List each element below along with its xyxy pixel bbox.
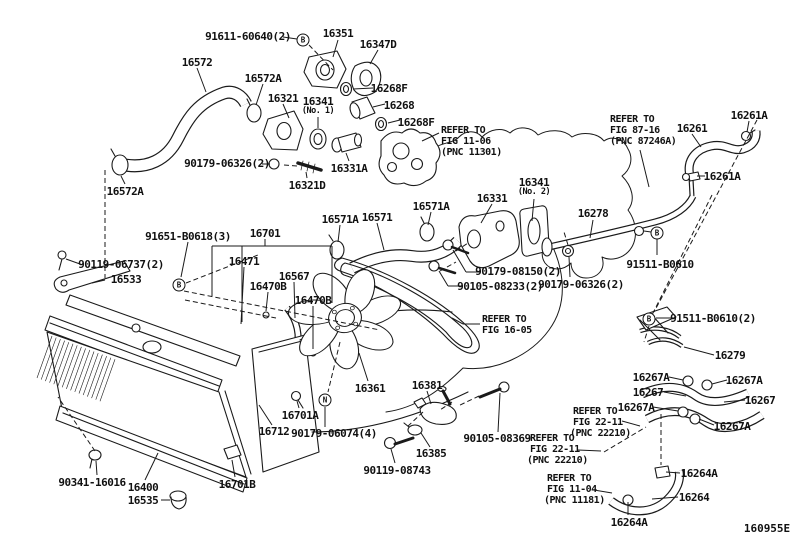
figure-reference-label[interactable]: FIG 16-05 [482,325,532,336]
part-number-label[interactable]: 90179-06074(4) [291,427,377,440]
part-number-label[interactable]: 16261 [676,122,708,135]
callout-circle-N: N [319,394,332,407]
part-number-label[interactable]: 16267A [725,374,763,387]
part-number-label[interactable]: 16268 [383,99,415,112]
figure-reference-label[interactable]: REFER TO [573,406,618,417]
part-number-label[interactable]: 16571 [361,211,393,224]
part-number-label[interactable]: 16267 [632,386,664,399]
figure-reference-label[interactable]: REFER TO [482,314,527,325]
figure-reference-label[interactable]: FIG 22-11 [530,444,580,455]
part-number-label[interactable]: 16267A [617,401,655,414]
part-number-label[interactable]: 16279 [714,349,746,362]
part-number-label[interactable]: 16267A [713,420,751,433]
part-number-label[interactable]: 16278 [577,207,609,220]
part-number-label[interactable]: 16572A [106,185,144,198]
callout-circle-B: B [173,279,186,292]
part-number-label[interactable]: 16341 [302,95,334,108]
part-number-label[interactable]: 16701A [281,409,319,422]
part-number-label: (No. 2) [517,187,551,197]
part-number-label[interactable]: 16268F [370,82,408,95]
part-number-label[interactable]: 90179-08150(2) [475,265,561,278]
part-number-label[interactable]: 91611-60640(2) [205,30,291,43]
part-number-label[interactable]: 16470B [249,280,287,293]
sheet-code: 160955E [743,522,791,535]
part-number-label[interactable]: 16267 [744,394,776,407]
part-number-label[interactable]: 16571A [321,213,359,226]
part-number-label[interactable]: 90119-06737(2) [78,258,164,271]
part-number-label[interactable]: 16701B [218,478,256,491]
part-number-label[interactable]: 16571A [412,200,450,213]
part-number-label[interactable]: 91651-B0618(3) [145,230,231,243]
callout-circle-B: B [651,227,664,240]
part-number-label[interactable]: 16331A [330,162,368,175]
figure-reference-label[interactable]: (PNC 22210) [527,455,588,466]
figure-reference-label[interactable]: REFER TO [610,114,655,125]
part-number-label[interactable]: 16400 [127,481,159,494]
part-number-label[interactable]: 90179-06326(2) [184,157,270,170]
part-number-label[interactable]: 16321 [267,92,299,105]
part-number-label[interactable]: 16331 [476,192,508,205]
part-number-label[interactable]: 16381 [411,379,443,392]
callout-circle-B: B [643,313,656,326]
figure-reference-label[interactable]: (PNC 87246A) [610,136,677,147]
part-number-label[interactable]: 16351 [322,27,354,40]
figure-reference-label[interactable]: (PNC 11301) [441,147,502,158]
part-number-label[interactable]: 16264A [610,516,648,529]
figure-reference-label[interactable]: FIG 22-11 [573,417,623,428]
part-number-label: (No. 1) [301,106,335,116]
part-number-label[interactable]: 16712 [258,425,290,438]
part-number-label[interactable]: 16361 [354,382,386,395]
figure-reference-label[interactable]: FIG 11-06 [441,136,491,147]
part-number-label[interactable]: 16264A [680,467,718,480]
part-number-label[interactable]: 90105-08233(2) [457,280,543,293]
figure-reference-label[interactable]: REFER TO [547,473,592,484]
part-number-label[interactable]: 16264 [678,491,710,504]
part-number-label[interactable]: 91511-B0610(2) [670,312,756,325]
figure-reference-label[interactable]: (PNC 11181) [544,495,605,506]
figure-reference-label[interactable]: REFER TO [530,433,575,444]
part-number-label[interactable]: 16347D [359,38,397,51]
part-number-label[interactable]: 16701 [249,227,281,240]
part-number-label[interactable]: 90179-06326(2) [538,278,624,291]
part-number-label[interactable]: 16572A [244,72,282,85]
part-number-label[interactable]: 91511-B0610 [626,258,694,271]
part-number-label[interactable]: 90105-08369 [463,432,531,445]
part-number-label[interactable]: 90119-08743 [363,464,431,477]
figure-reference-label[interactable]: FIG 87-16 [610,125,660,136]
part-number-label[interactable]: 16261A [703,170,741,183]
figure-reference-label[interactable]: (PNC 22210) [570,428,631,439]
part-number-label[interactable]: 16341 [518,176,550,189]
part-number-label[interactable]: 16261A [730,109,768,122]
part-number-label[interactable]: 16321D [288,179,326,192]
figure-reference-label[interactable]: REFER TO [441,125,486,136]
part-number-label[interactable]: 16268F [397,116,435,129]
part-number-label[interactable]: 16535 [127,494,159,507]
part-number-label[interactable]: 16267A [632,371,670,384]
part-number-label[interactable]: 16471 [228,255,260,268]
part-number-label[interactable]: 90341-16016 [58,476,126,489]
part-number-label[interactable]: 16533 [110,273,142,286]
callout-circle-B: B [297,34,310,47]
part-number-label[interactable]: 16567 [278,270,310,283]
figure-reference-label[interactable]: FIG 11-04 [547,484,597,495]
part-number-label[interactable]: 16385 [415,447,447,460]
part-number-label[interactable]: 16470B [294,294,332,307]
part-number-label[interactable]: 16572 [181,56,213,69]
